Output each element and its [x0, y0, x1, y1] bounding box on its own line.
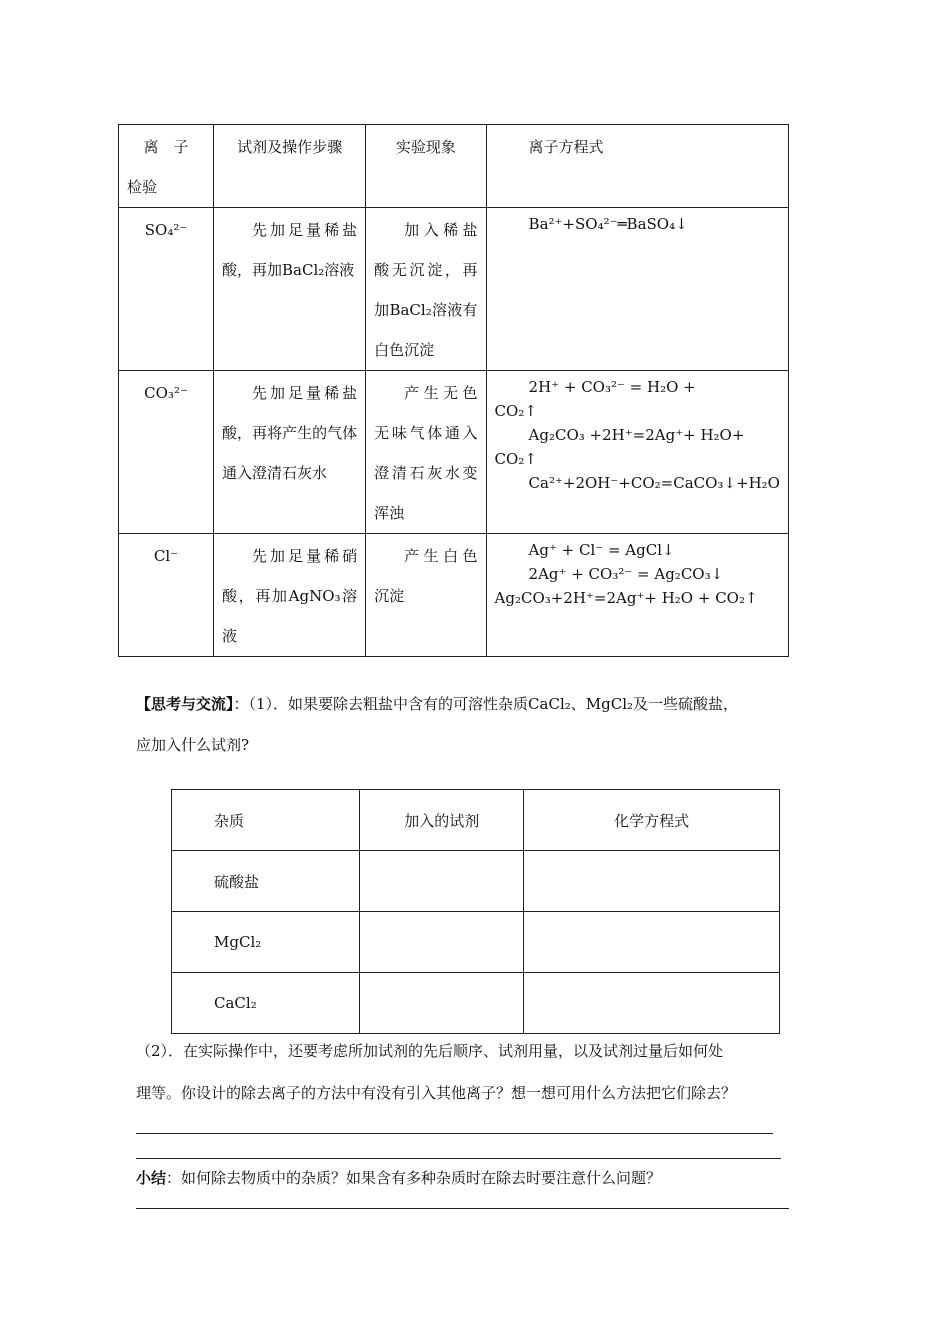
row-phenomenon: 产生无色无味气体通入澄清石灰水变浑浊 [366, 371, 486, 534]
table-row [172, 912, 780, 973]
row-ion: CO₃²⁻ [119, 371, 214, 534]
table-header-row [119, 125, 789, 208]
table-row [119, 371, 789, 534]
think-question-1-line1 [136, 694, 738, 714]
ion-test-table [118, 124, 789, 657]
think-question-1-line2: 应加入什么试剂? [136, 736, 250, 754]
impurity-name: MgCl₂ [172, 912, 360, 973]
think-label: 【思考与交流】 [136, 695, 234, 713]
row-equations [486, 371, 788, 534]
impurity-name: CaCl₂ [172, 973, 360, 1034]
equation-cell[interactable] [524, 973, 780, 1034]
equation-line: Ag₂CO₃+2H⁺=2Ag⁺+ H₂O + CO₂↑ [494, 589, 758, 607]
equation-line: Ba²⁺+SO₄²⁻═BaSO₄↓ [528, 215, 688, 233]
header-ion-line1: 离 子 [143, 138, 189, 156]
row-phenomenon: 产生白色沉淀 [366, 534, 486, 657]
equation-line: CO₂↑ [494, 402, 537, 420]
table-row [119, 534, 789, 657]
header-ion-test [119, 125, 214, 208]
header-ion-line2: 检验 [127, 178, 158, 196]
question-2-line1: （2）．在实际操作中，还要考虑所加试剂的先后顺序、试剂用量，以及试剂过量后如何处 [136, 1042, 724, 1060]
row-steps: 先加足量稀盐酸，再将产生的气体通入澄清石灰水 [214, 371, 366, 534]
equation-line: Ag⁺ + Cl⁻ = AgCl↓ [528, 541, 675, 559]
table-row [172, 973, 780, 1034]
table-row [119, 208, 789, 371]
row-steps: 先加足量稀盐酸，再加BaCl₂溶液 [214, 208, 366, 371]
row-equations [486, 208, 788, 371]
reagent-cell[interactable] [360, 912, 524, 973]
row-phenomenon: 加入稀盐酸无沉淀，再加BaCl₂溶液有白色沉淀 [366, 208, 486, 371]
summary-text: ：如何除去物质中的杂质？如果含有多种杂质时在除去时要注意什么问题？ [166, 1169, 662, 1187]
equation-line: Ag₂CO₃ +2H⁺=2Ag⁺+ H₂O+ [528, 426, 745, 444]
equation-cell[interactable] [524, 851, 780, 912]
impurity-table [171, 789, 780, 1034]
row-steps: 先加足量稀硝酸，再加AgNO₃溶液 [214, 534, 366, 657]
equation-cell[interactable] [524, 912, 780, 973]
equation-line: Ca²⁺+2OH⁻+CO₂=CaCO₃↓+H₂O [528, 474, 780, 492]
equation-line: 2H⁺ + CO₃²⁻ = H₂O + [528, 378, 696, 396]
table-header-row [172, 790, 780, 851]
question-2-line2: 理等。你设计的除去离子的方法中有没有引入其他离子？想一想可用什么方法把它们除去？ [136, 1084, 737, 1102]
header-chem-equation: 化学方程式 [524, 790, 780, 851]
equation-line: 2Ag⁺ + CO₃²⁻ = Ag₂CO₃↓ [528, 565, 724, 583]
reagent-cell[interactable] [360, 973, 524, 1034]
table-row [172, 851, 780, 912]
reagent-cell[interactable] [360, 851, 524, 912]
summary-label: 小结 [136, 1169, 167, 1187]
row-equations [486, 534, 788, 657]
equation-line: CO₂↑ [494, 450, 537, 468]
header-steps: 试剂及操作步骤 [214, 125, 366, 208]
summary-question [136, 1168, 661, 1188]
header-equation: 离子方程式 [486, 125, 788, 208]
impurity-name: 硫酸盐 [172, 851, 360, 912]
answer-line[interactable] [136, 1133, 773, 1134]
answer-line[interactable] [136, 1208, 789, 1209]
header-phenomenon: 实验现象 [366, 125, 486, 208]
answer-line[interactable] [136, 1158, 781, 1159]
row-ion: SO₄²⁻ [119, 208, 214, 371]
row-ion: Cl⁻ [119, 534, 214, 657]
think-text: ：（1）．如果要除去粗盐中含有的可溶性杂质CaCl₂、MgCl₂及一些硫酸盐， [233, 695, 739, 713]
header-reagent: 加入的试剂 [360, 790, 524, 851]
header-impurity: 杂质 [172, 790, 360, 851]
